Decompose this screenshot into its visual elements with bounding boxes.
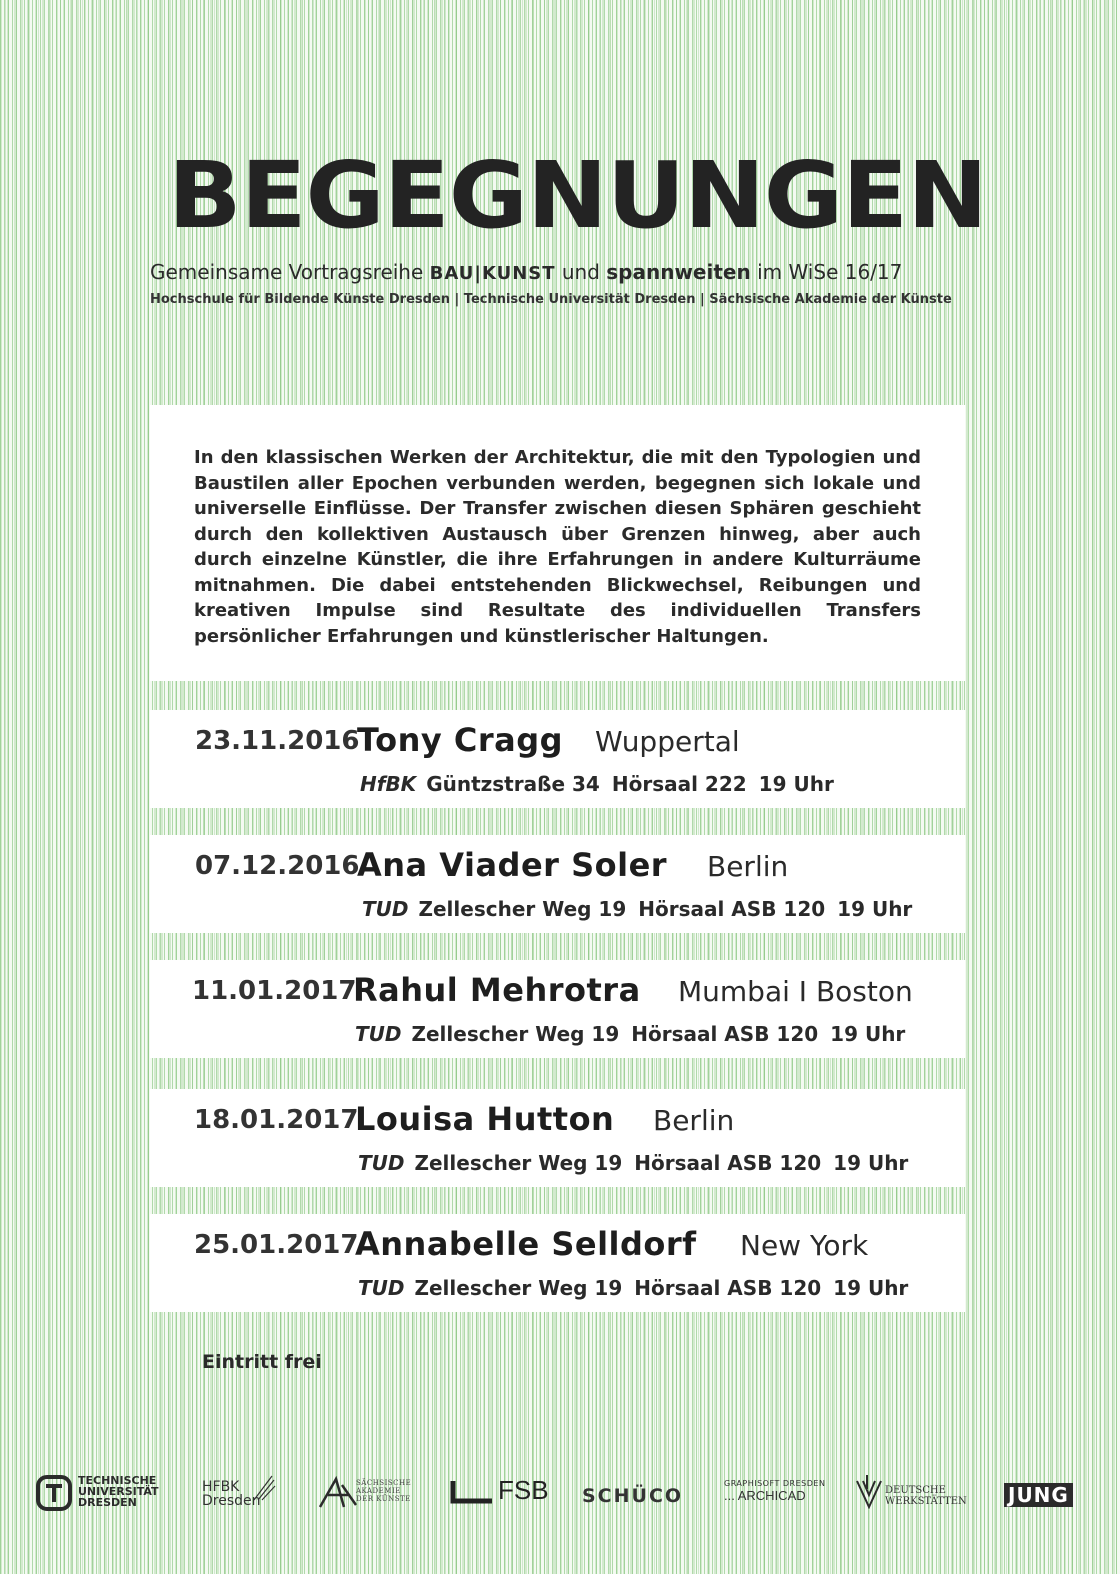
schueco-logo-text: SCHÜCO xyxy=(582,1485,684,1507)
sak-line-1: SÄCHSISCHE xyxy=(356,1479,412,1487)
series-subtitle xyxy=(150,260,902,284)
event-institution: TUD xyxy=(358,1151,405,1175)
tud-line-2: UNIVERSITÄT xyxy=(78,1485,159,1498)
event-address: Güntzstraße 34 xyxy=(426,772,600,796)
hfbk-line-2: Dresden xyxy=(202,1493,261,1509)
event-institution: HfBK xyxy=(360,772,417,796)
event-venue xyxy=(360,772,834,796)
baukunst-label: BAU|KUNST xyxy=(429,263,556,284)
event-city: Wuppertal xyxy=(595,725,740,758)
subtitle-pre: Gemeinsame Vortragsreihe xyxy=(150,260,424,284)
event-speaker: Tony Cragg xyxy=(357,721,564,759)
graphisoft-line-1: GRAPHISOFT DRESDEN xyxy=(724,1479,826,1488)
dw-logo-text xyxy=(885,1485,967,1507)
event-speaker: Rahul Mehrotra xyxy=(353,971,641,1009)
sak-line-2: AKADEMIE xyxy=(356,1487,401,1495)
sponsor-logos xyxy=(0,1465,1120,1525)
tud-emblem-icon xyxy=(36,1475,72,1511)
event-room: Hörsaal ASB 120 xyxy=(634,1151,822,1175)
event-address: Zellescher Weg 19 xyxy=(414,1276,623,1300)
dw-line-1: DEUTSCHE xyxy=(885,1485,946,1496)
event-time: 19 Uhr xyxy=(833,1151,909,1175)
event-row xyxy=(150,710,965,808)
poster-title: BEGEGNUNGEN xyxy=(168,142,987,249)
event-date: 18.01.2017 xyxy=(194,1105,359,1135)
event-date: 25.01.2017 xyxy=(194,1230,359,1260)
event-room: Hörsaal ASB 120 xyxy=(634,1276,822,1300)
tud-logo-text xyxy=(78,1475,159,1508)
event-row xyxy=(150,835,965,933)
graphisoft-line-2: ... ARCHICAD xyxy=(724,1488,806,1503)
tud-line-3: DRESDEN xyxy=(78,1496,137,1509)
sak-logo-text xyxy=(356,1479,411,1503)
event-address: Zellescher Weg 19 xyxy=(414,1151,623,1175)
institutions-line: Hochschule für Bildende Künste Dresden | Technische Universität Dresden | Sächsische Akademie der Künste xyxy=(150,292,952,307)
sak-emblem-icon xyxy=(318,1475,358,1509)
event-room: Hörsaal ASB 120 xyxy=(631,1022,819,1046)
event-time: 19 Uhr xyxy=(833,1276,909,1300)
event-speaker: Ana Viader Soler xyxy=(357,846,668,884)
event-city: Berlin xyxy=(653,1104,735,1137)
event-row xyxy=(150,960,965,1058)
event-address: Zellescher Weg 19 xyxy=(418,897,627,921)
event-speaker: Annabelle Selldorf xyxy=(355,1225,697,1263)
schueco-logo xyxy=(582,1485,683,1507)
intro-text: In den klassischen Werken der Architektur, die mit den Typologien und Baustilen aller Epochen verbunden werden, begegnen sich lokale und universelle Einflüsse. Der Transfer zwischen diesen Sphären geschieht durch den kollektiven Austausch über Grenzen hinweg, aber auch durch einzelne Künstler, die ihre Erfahrungen in andere Kulturräume mitnahmen. Die dabei entstehenden Blickwechsel, Reibungen und kreativen Impulse sind Resultate des individuellen Transfers persönlicher Erfahrungen und künstlerischer Haltungen. xyxy=(194,447,921,647)
spannweiten-label: spannweiten xyxy=(606,260,751,284)
hfbk-brush-icon xyxy=(252,1474,276,1502)
event-venue xyxy=(355,1022,905,1046)
fsb-handle-icon xyxy=(450,1481,494,1505)
event-institution: TUD xyxy=(362,897,409,921)
event-date: 23.11.2016 xyxy=(195,726,360,756)
fsb-logo-text: FSB xyxy=(498,1475,549,1505)
dw-emblem-icon xyxy=(855,1473,883,1509)
event-city: New York xyxy=(740,1229,869,1262)
event-row xyxy=(150,1214,965,1312)
dw-line-2: WERKSTÄTTEN xyxy=(885,1496,967,1507)
event-venue xyxy=(358,1276,908,1300)
event-time: 19 Uhr xyxy=(830,1022,906,1046)
hfbk-line-1: HFBK xyxy=(202,1479,240,1495)
event-city: Mumbai I Boston xyxy=(678,975,913,1008)
event-institution: TUD xyxy=(355,1022,402,1046)
event-room: Hörsaal ASB 120 xyxy=(638,897,826,921)
event-city: Berlin xyxy=(707,850,789,883)
event-institution: TUD xyxy=(358,1276,405,1300)
event-venue xyxy=(362,897,912,921)
event-date: 07.12.2016 xyxy=(195,851,360,881)
subtitle-post: im WiSe 16/17 xyxy=(757,260,903,284)
subtitle-mid: und xyxy=(561,260,600,284)
jung-logo xyxy=(1004,1483,1073,1507)
event-time: 19 Uhr xyxy=(837,897,913,921)
event-venue xyxy=(358,1151,908,1175)
jung-logo-text: JUNG xyxy=(1004,1483,1073,1507)
event-date: 11.01.2017 xyxy=(192,976,357,1006)
event-time: 19 Uhr xyxy=(758,772,834,796)
event-room: Hörsaal 222 xyxy=(611,772,747,796)
admission-note: Eintritt frei xyxy=(202,1351,322,1373)
tud-line-1: TECHNISCHE xyxy=(78,1474,157,1487)
event-speaker: Louisa Hutton xyxy=(355,1100,615,1138)
event-address: Zellescher Weg 19 xyxy=(411,1022,620,1046)
hfbk-logo xyxy=(202,1480,261,1508)
graphisoft-logo xyxy=(724,1479,825,1503)
intro-panel xyxy=(150,405,965,681)
sak-line-3: DER KÜNSTE xyxy=(356,1495,411,1503)
event-row xyxy=(150,1089,965,1187)
